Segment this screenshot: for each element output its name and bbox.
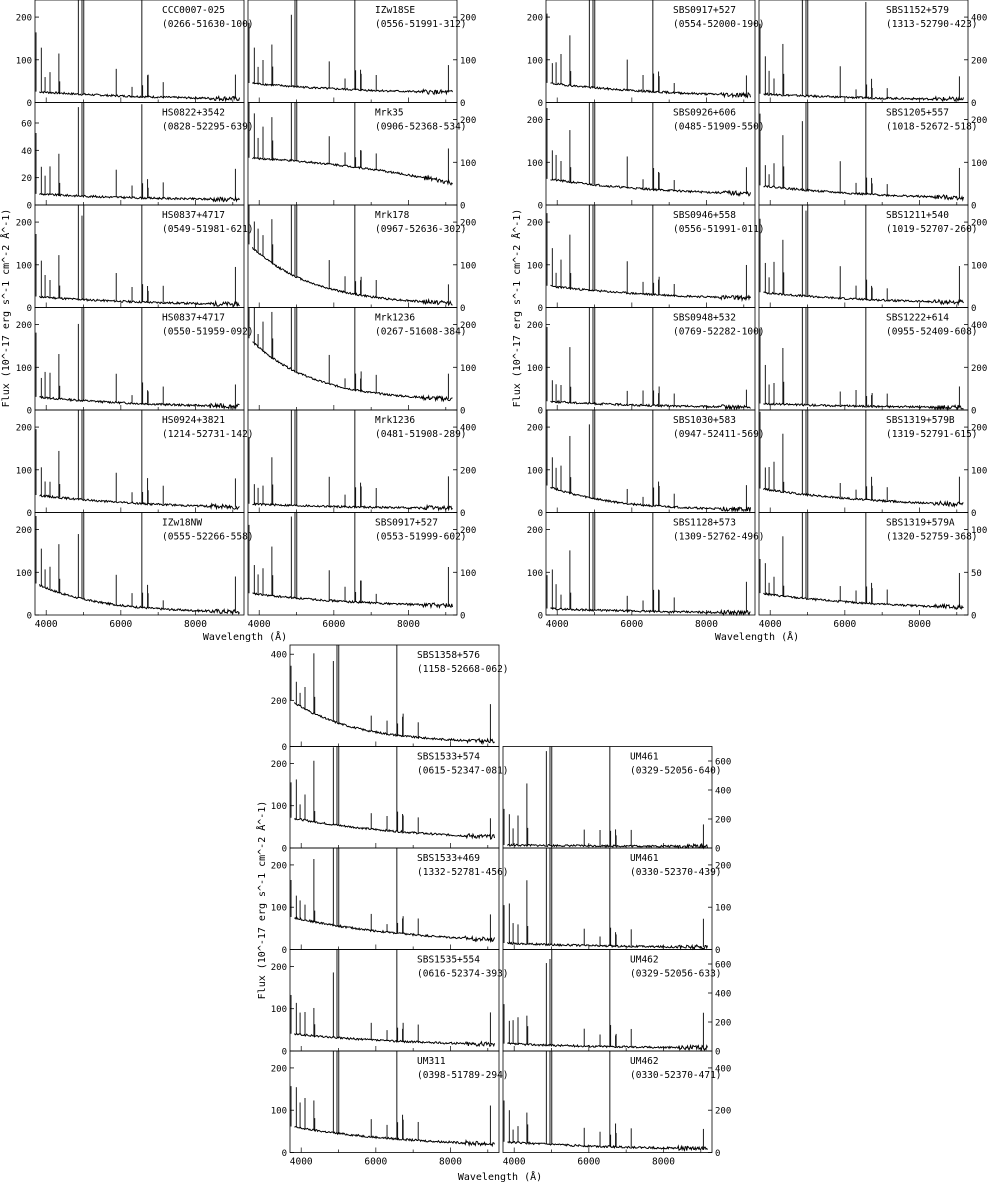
plate-id: (0555-52266-558): [162, 531, 254, 543]
figure-labels: [0, 209, 799, 1183]
y-tick-label: 100: [971, 261, 988, 272]
panel: [248, 205, 476, 314]
y-tick-label: 100: [971, 526, 988, 537]
y-tick-label: 100: [715, 903, 732, 914]
panel: [16, 410, 254, 519]
panel-frame: [35, 513, 244, 616]
y-tick-label: 200: [270, 1064, 287, 1075]
object-name: UM461: [630, 853, 659, 864]
y-tick-label: 600: [715, 757, 732, 768]
y-tick-label: 100: [270, 802, 287, 813]
spectrum-line: [294, 917, 494, 941]
y-tick-label: 200: [526, 321, 543, 332]
x-tick-label: 8000: [908, 619, 931, 630]
object-name: SBS1319+579B: [886, 415, 955, 426]
y-tick-label: 200: [971, 423, 988, 434]
y-tick-label: 400: [715, 989, 732, 1000]
y-tick-label: 200: [526, 423, 543, 434]
object-name: SBS0926+606: [673, 107, 736, 119]
y-axis-title: Flux (10^-17 erg s^-1 cm^-2 Å^-1): [512, 208, 523, 408]
panel: [271, 950, 509, 1058]
y-tick-label: 100: [270, 903, 287, 914]
spectrum-line: [294, 1033, 494, 1046]
plate-id: (0967-52636-302): [375, 224, 467, 235]
object-name: UM461: [630, 751, 659, 763]
object-name: SBS1533+574: [417, 751, 480, 763]
y-tick-label: 0: [971, 611, 977, 622]
plate-id: (0556-51991-312): [375, 19, 467, 30]
y-tick-label: 100: [15, 261, 32, 272]
y-tick-label: 0: [26, 201, 32, 212]
panel-frame: [248, 308, 457, 411]
panel: [271, 747, 509, 855]
object-name: HS0837+4717: [162, 312, 225, 324]
panel: [248, 308, 476, 417]
y-tick-label: 0: [26, 509, 32, 519]
spectrum-line: [550, 285, 750, 300]
panel: [16, 205, 254, 314]
object-name: CCC0007-025: [162, 5, 225, 16]
y-tick-label: 0: [537, 201, 543, 212]
panel: [503, 747, 731, 855]
spectrum-line: [252, 503, 452, 510]
panel: [527, 513, 765, 631]
y-tick-label: 0: [971, 99, 977, 109]
x-tick-label: 6000: [109, 619, 133, 630]
y-tick-label: 100: [270, 1005, 287, 1016]
y-tick-label: 200: [460, 526, 477, 537]
object-name: SBS0946+558: [673, 210, 736, 221]
panel: [271, 1051, 509, 1168]
y-tick-label: 0: [460, 406, 466, 417]
y-tick-label: 400: [270, 650, 287, 661]
y-tick-label: 200: [460, 466, 477, 477]
plate-id: (0553-51999-602): [375, 531, 467, 543]
spectrum-line: [507, 1141, 707, 1150]
y-tick-label: 0: [281, 844, 287, 855]
x-tick-label: 6000: [322, 619, 346, 630]
y-tick-label: 400: [715, 786, 732, 797]
plate-id: (1018-52672-518): [886, 121, 978, 133]
spectrum-line: [39, 396, 239, 408]
y-tick-label: 0: [715, 946, 721, 956]
y-tick-label: 200: [715, 861, 732, 872]
x-tick-label: 4000: [545, 619, 569, 630]
y-tick-label: 200: [270, 962, 287, 973]
y-tick-label: 0: [715, 844, 721, 855]
spectrum-line: [763, 186, 963, 200]
y-tick-label: 200: [460, 218, 477, 229]
object-name: IZw18NW: [162, 517, 203, 529]
object-name: SBS1205+557: [886, 107, 949, 119]
y-tick-label: 0: [537, 509, 543, 519]
panel: [527, 205, 765, 314]
panel: [271, 848, 509, 956]
plate-id: (1019-52707-260): [886, 224, 978, 235]
y-tick-label: 600: [715, 960, 732, 971]
panel-frame: [290, 1051, 499, 1153]
object-name: Mrk178: [375, 210, 410, 221]
object-name: SBS0948+532: [673, 312, 736, 324]
panel-frame: [503, 848, 712, 950]
spectrum-line: [507, 1043, 707, 1050]
y-tick-label: 0: [26, 611, 32, 622]
y-tick-label: 0: [26, 406, 32, 417]
y-tick-label: 100: [15, 363, 32, 374]
y-tick-label: 200: [526, 116, 543, 127]
y-tick-label: 400: [715, 1064, 732, 1075]
plate-id: (1319-52791-615): [886, 429, 978, 440]
spectrum-line: [550, 608, 750, 615]
y-tick-label: 0: [971, 304, 977, 314]
spectrum-line: [550, 487, 750, 511]
object-name: SBS0917+527: [673, 5, 736, 16]
panel: [248, 0, 476, 109]
spectrum-line: [507, 844, 707, 848]
plate-id: (1214-52731-142): [162, 429, 254, 440]
plate-id: (0616-52374-393): [417, 968, 509, 980]
object-name: UM311: [417, 1056, 446, 1067]
y-tick-label: 200: [15, 423, 32, 434]
x-tick-label: 6000: [620, 619, 644, 630]
object-name: Mrk35: [375, 107, 404, 119]
y-tick-label: 0: [281, 1047, 287, 1058]
panel-frame: [248, 0, 457, 103]
panel: [759, 205, 987, 314]
plate-id: (0556-51991-011): [673, 224, 765, 235]
plate-id: (0485-51909-550): [673, 121, 765, 133]
panel: [248, 410, 476, 519]
panel: [527, 308, 765, 417]
y-tick-label: 0: [281, 1149, 287, 1159]
x-tick-label: 4000: [247, 619, 271, 630]
spectrum-line: [252, 83, 452, 95]
y-tick-label: 100: [526, 363, 543, 374]
plate-id: (0615-52347-081): [417, 765, 509, 777]
y-tick-label: 100: [15, 56, 32, 67]
spectrum-line: [39, 194, 239, 202]
y-tick-label: 200: [270, 861, 287, 872]
object-name: SBS1030+583: [673, 415, 736, 426]
y-tick-label: 0: [537, 99, 543, 109]
panel: [503, 950, 731, 1058]
spectrum-line: [252, 247, 452, 305]
x-tick-label: 8000: [184, 619, 207, 630]
panel: [16, 308, 254, 417]
x-tick-label: 4000: [289, 1156, 313, 1168]
plate-id: (0330-52370-439): [630, 867, 722, 878]
y-tick-label: 40: [21, 146, 32, 157]
y-tick-label: 200: [971, 363, 988, 374]
y-tick-label: 100: [460, 261, 477, 272]
spectrum-line: [763, 292, 963, 304]
panel-frame: [503, 747, 712, 849]
spectrum-line: [252, 342, 452, 401]
y-tick-label: 100: [971, 158, 988, 169]
y-tick-label: 200: [15, 218, 32, 229]
plate-id: (0398-51789-294): [417, 1070, 509, 1081]
panel: [248, 103, 476, 212]
y-tick-label: 200: [15, 321, 32, 332]
plate-id: (0947-52411-569): [673, 429, 765, 440]
plate-id: (1313-52790-423): [886, 19, 978, 30]
panel: [503, 1051, 732, 1168]
y-tick-label: 200: [526, 526, 543, 537]
spectrum-line: [550, 83, 750, 97]
plate-id: (0329-52056-640): [630, 765, 722, 777]
object-name: HS0822+3542: [162, 107, 225, 119]
x-tick-label: 4000: [758, 619, 782, 630]
y-tick-label: 0: [971, 509, 977, 519]
y-tick-label: 0: [281, 946, 287, 956]
object-name: SBS1222+614: [886, 312, 949, 324]
y-tick-label: 0: [460, 201, 466, 212]
spectrum-line: [252, 157, 452, 184]
spectrum-line: [294, 818, 494, 839]
plate-id: (0330-52370-471): [630, 1070, 722, 1081]
spectrum-line: [39, 91, 239, 100]
y-tick-label: 200: [15, 13, 32, 24]
object-name: SBS1358+576: [417, 650, 480, 661]
y-tick-label: 200: [526, 13, 543, 24]
panel: [527, 410, 765, 519]
panel: [271, 645, 509, 753]
plate-id: (0550-51959-092): [162, 326, 254, 338]
object-name: UM462: [630, 954, 659, 966]
y-tick-label: 0: [537, 406, 543, 417]
y-tick-label: 200: [460, 116, 477, 127]
y-tick-label: 60: [21, 119, 32, 130]
object-name: HS0924+3821: [162, 415, 225, 426]
y-tick-label: 200: [270, 759, 287, 770]
x-tick-label: 8000: [695, 619, 718, 630]
y-tick-label: 400: [460, 423, 477, 434]
y-axis-title: Flux (10^-17 erg s^-1 cm^-2 Å^-1): [257, 800, 268, 1000]
y-tick-label: 0: [460, 304, 466, 314]
y-tick-label: 20: [21, 174, 32, 185]
y-axis-title: Flux (10^-17 erg s^-1 cm^-2 Å^-1): [1, 208, 12, 408]
y-tick-label: 100: [15, 568, 32, 579]
plate-id: (0266-51630-100): [162, 19, 254, 30]
spectrum-line: [294, 702, 494, 743]
y-tick-label: 200: [15, 526, 32, 537]
x-tick-label: 8000: [652, 1156, 675, 1168]
y-tick-label: 0: [715, 1047, 721, 1058]
y-tick-label: 200: [715, 1106, 732, 1117]
plate-id: (0554-52000-190): [673, 19, 765, 30]
y-tick-label: 100: [526, 261, 543, 272]
spectrum-line: [763, 403, 963, 409]
plate-id: (0329-52056-633): [630, 968, 722, 980]
x-tick-label: 6000: [833, 619, 857, 630]
panel: [248, 513, 477, 631]
x-tick-label: 6000: [577, 1156, 601, 1168]
plate-id: (0906-52368-534): [375, 121, 467, 133]
panel: [503, 848, 731, 956]
y-tick-label: 100: [270, 1106, 287, 1117]
y-tick-label: 0: [26, 99, 32, 109]
panel: [527, 103, 765, 212]
plate-id: (0955-52409-608): [886, 326, 978, 338]
y-tick-label: 0: [537, 611, 543, 622]
object-name: SBS1211+540: [886, 210, 949, 221]
y-tick-label: 200: [715, 815, 732, 826]
object-name: SBS0917+527: [375, 517, 438, 529]
plate-id: (1320-52759-368): [886, 531, 978, 543]
y-tick-label: 100: [526, 158, 543, 169]
object-name: Mrk1236: [375, 415, 416, 426]
y-tick-label: 200: [460, 321, 477, 332]
y-tick-label: 0: [971, 201, 977, 212]
y-tick-label: 0: [460, 509, 466, 519]
spectrum-line: [294, 1127, 494, 1146]
plate-id: (0267-51608-384): [375, 326, 467, 338]
spectrum-line: [252, 593, 452, 608]
y-tick-label: 200: [971, 218, 988, 229]
x-axis-title: Wavelength (Å): [202, 632, 288, 643]
panel: [759, 0, 987, 109]
spectrum-line: [507, 942, 707, 949]
y-tick-label: 100: [526, 466, 543, 477]
object-name: SBS1535+554: [417, 954, 480, 966]
y-tick-label: 0: [281, 743, 287, 753]
spectrum-line: [763, 488, 963, 506]
panel-frame: [503, 1051, 712, 1153]
y-tick-label: 0: [715, 1149, 721, 1159]
panel-frame: [248, 410, 457, 513]
y-tick-label: 0: [26, 304, 32, 314]
object-name: Mrk1236: [375, 312, 416, 324]
spectrum-line: [550, 179, 750, 196]
spectrum-line: [763, 93, 963, 101]
panel: [16, 0, 254, 109]
x-tick-label: 4000: [34, 619, 58, 630]
panel: [759, 410, 987, 519]
x-tick-label: 4000: [502, 1156, 526, 1168]
y-tick-label: 50: [971, 568, 982, 579]
spectrum-line: [550, 401, 750, 409]
panel: [16, 513, 254, 631]
panel: [759, 308, 987, 417]
x-tick-label: 8000: [439, 1156, 462, 1168]
y-tick-label: 200: [460, 13, 477, 24]
plate-id: (1158-52668-062): [417, 664, 509, 675]
plate-id: (1309-52762-496): [673, 531, 765, 543]
plate-id: (0481-51908-289): [375, 429, 467, 440]
x-tick-label: 8000: [397, 619, 420, 630]
panel-frame: [248, 205, 457, 308]
spectrum-line: [39, 495, 239, 509]
object-name: HS0837+4717: [162, 210, 225, 221]
object-name: SBS1128+573: [673, 517, 736, 529]
x-axis-title: Wavelength (Å): [714, 632, 800, 643]
object-name: SBS1319+579A: [886, 517, 955, 529]
panel-frame: [248, 103, 457, 206]
y-tick-label: 100: [460, 56, 477, 67]
panel: [527, 0, 765, 109]
spectrum-line: [763, 593, 963, 609]
y-tick-label: 100: [971, 466, 988, 477]
spectrum-line: [39, 584, 239, 613]
y-tick-label: 200: [270, 696, 287, 707]
panel: [759, 103, 987, 212]
y-tick-label: 400: [971, 13, 988, 24]
y-tick-label: 200: [526, 218, 543, 229]
plate-id: (0769-52282-100): [673, 326, 765, 338]
y-tick-label: 200: [715, 1018, 732, 1029]
y-tick-label: 100: [526, 568, 543, 579]
y-tick-label: 100: [460, 568, 477, 579]
x-axis-title: Wavelength (Å): [457, 1172, 543, 1183]
y-tick-label: 100: [460, 158, 477, 169]
panel: [759, 513, 988, 631]
panels-layer: [16, 0, 988, 1168]
plate-id: (0828-52295-639): [162, 121, 254, 133]
y-tick-label: 100: [460, 363, 477, 374]
x-tick-label: 6000: [364, 1156, 388, 1168]
y-tick-label: 0: [460, 99, 466, 109]
plate-id: (1332-52781-456): [417, 867, 509, 878]
y-tick-label: 100: [526, 56, 543, 67]
object-name: UM462: [630, 1056, 659, 1067]
y-tick-label: 200: [971, 116, 988, 127]
panel: [21, 103, 253, 212]
y-tick-label: 100: [15, 466, 32, 477]
y-tick-label: 400: [971, 321, 988, 332]
panel-frame: [503, 950, 712, 1052]
object-name: SBS1533+469: [417, 853, 480, 864]
y-tick-label: 200: [971, 56, 988, 67]
y-tick-label: 0: [537, 304, 543, 314]
y-tick-label: 0: [971, 406, 977, 417]
spectrum-line: [39, 296, 239, 306]
y-tick-label: 0: [460, 611, 466, 622]
object-name: SBS1152+579: [886, 5, 949, 16]
plate-id: (0549-51981-621): [162, 224, 254, 235]
object-name: IZw18SE: [375, 5, 416, 16]
